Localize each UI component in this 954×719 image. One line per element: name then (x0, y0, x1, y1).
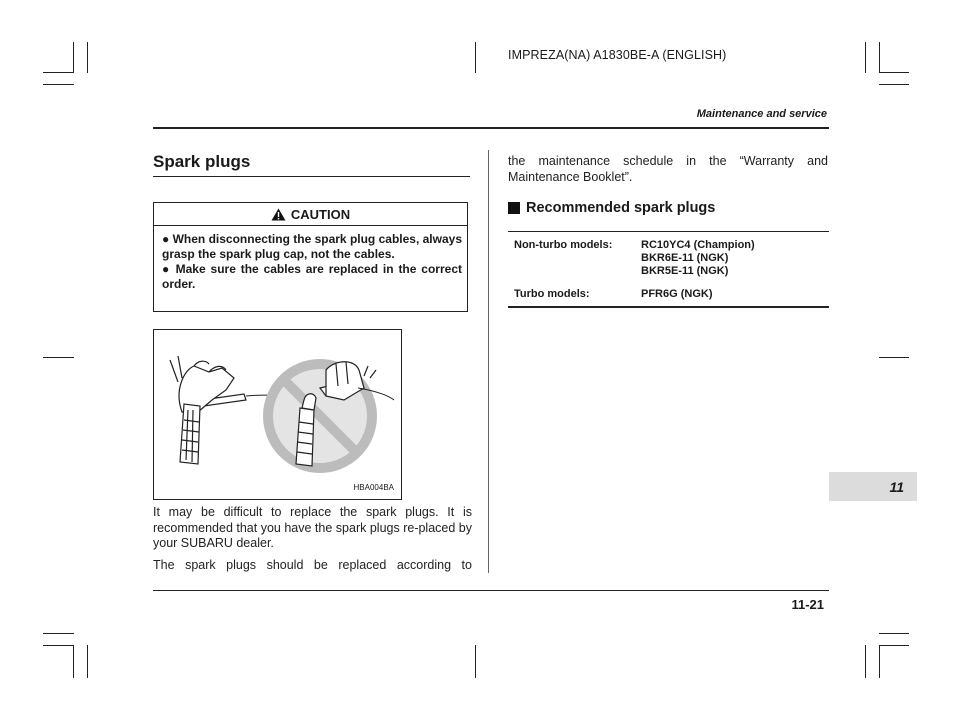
subsection-heading (508, 200, 715, 216)
crop-mark (879, 357, 909, 358)
crop-mark (43, 645, 74, 646)
table-row (508, 232, 829, 284)
crop-mark (879, 645, 909, 646)
crop-mark (865, 42, 866, 73)
crop-mark (73, 42, 74, 73)
spark-plug-table (508, 231, 829, 308)
body-paragraph: It may be difficult to replace the spark plugs. It is recommended that you have the spark plugs re-placed by your SUBARU dealer. (153, 505, 472, 550)
square-bullet-icon (508, 202, 520, 214)
warning-triangle-icon (271, 208, 286, 221)
crop-mark (879, 645, 880, 678)
plug-type: PFR6G (NGK) (641, 288, 713, 300)
spark-plug-illustration (154, 330, 401, 499)
crop-mark (879, 633, 909, 634)
crop-mark (73, 645, 74, 678)
model-cell: Turbo models: (514, 288, 590, 300)
figure-code: HBA004BA (353, 483, 394, 492)
plugs-cell (641, 288, 829, 301)
prohibited-sign-icon (268, 362, 394, 468)
body-paragraph: The spark plugs should be replaced according to (153, 558, 472, 572)
crop-mark (87, 42, 88, 73)
top-rule (153, 127, 829, 129)
crop-mark (43, 357, 74, 358)
column-divider (488, 150, 489, 573)
model-cell: Non-turbo models: (514, 239, 613, 251)
page-number: 11-21 (791, 597, 824, 612)
document-code: IMPREZA(NA) A1830BE-A (ENGLISH) (508, 48, 727, 62)
crop-mark (865, 645, 866, 678)
page-title: Spark plugs (153, 152, 251, 171)
figure (153, 329, 402, 500)
caution-label: CAUTION (290, 206, 351, 222)
crop-mark (43, 72, 74, 73)
caution-item: ● Make sure the cables are replaced in the correct order. (162, 262, 462, 291)
plug-type: RC10YC4 (Champion) (641, 239, 755, 251)
plug-type: BKR5E-11 (NGK) (641, 265, 729, 277)
section-header: Maintenance and service (696, 108, 827, 120)
body-paragraph-continued: the maintenance schedule in the “Warranty and Maintenance Booklet”. (508, 154, 828, 184)
crop-mark (879, 84, 909, 85)
chapter-tab: 11 (829, 472, 917, 501)
subsection-heading-text: Recommended spark plugs (526, 200, 716, 216)
bottom-rule (153, 590, 829, 591)
caution-item: ● When disconnecting the spark plug cables, always grasp the spark plug cap, not the cables. (162, 232, 462, 261)
crop-mark (87, 645, 88, 678)
table-row (508, 284, 829, 306)
caution-box (153, 202, 468, 312)
caution-body (154, 226, 467, 292)
crop-mark (879, 42, 880, 73)
caution-header (154, 203, 467, 226)
crop-mark (475, 42, 476, 73)
crop-mark (879, 72, 909, 73)
crop-mark (43, 84, 74, 85)
title-rule (153, 176, 470, 177)
crop-mark (475, 645, 476, 678)
plug-type: BKR6E-11 (NGK) (641, 252, 729, 264)
crop-mark (43, 633, 74, 634)
plugs-cell (641, 239, 829, 278)
